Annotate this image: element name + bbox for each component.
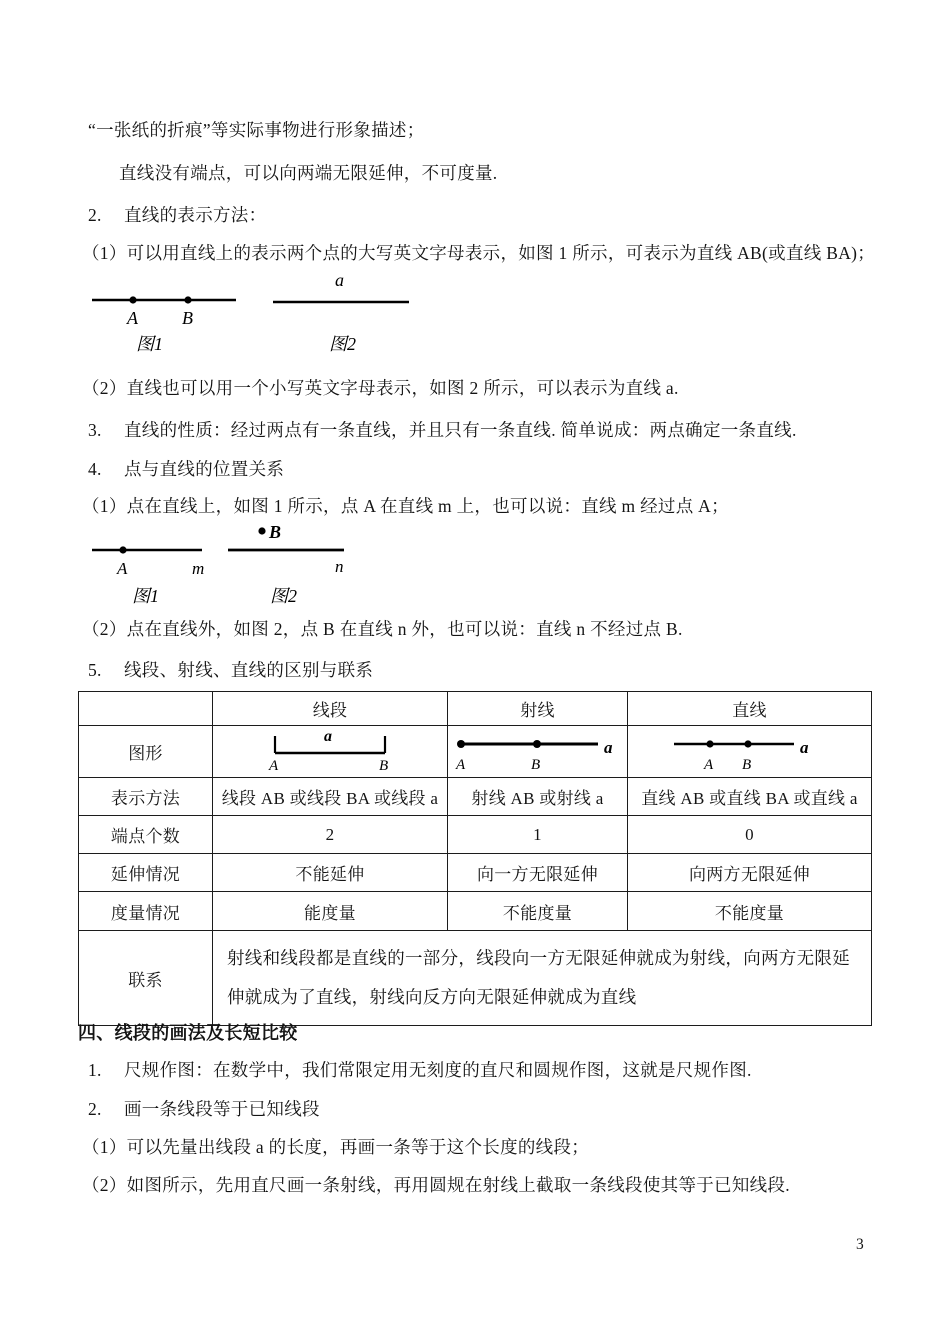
item-number: 2.: [88, 1099, 102, 1119]
shape-segment-cell: [213, 726, 448, 778]
comparison-table: [78, 691, 872, 1026]
header-empty-cell: [79, 692, 213, 726]
point-A-dot: [457, 740, 465, 748]
relation-text: 射线和线段都是直线的一部分，线段向一方无限延伸就成为射线，向两方无限延伸就成为了直线，射线向反方向无限延伸就成为直线: [213, 931, 872, 1026]
label-A: A: [455, 757, 465, 772]
section-heading-drawing-segments: 四、线段的画法及长短比较: [78, 1023, 298, 1043]
figure-point-off-line: [222, 518, 377, 613]
point-A-dot: [119, 546, 126, 553]
label-n: n: [335, 557, 344, 576]
figure-caption: 图2: [270, 586, 297, 606]
item-4-1: （1）点在直线上，如图 1 所示，点 A 在直线 m 上，也可以说：直线 m 经过点 A；: [82, 496, 729, 516]
label-a: a: [799, 738, 809, 757]
figure-caption: 图1: [132, 586, 159, 606]
extend-line: 向两方无限延伸: [628, 854, 872, 892]
item-text: 直线的性质：经过两点有一条直线，并且只有一条直线. 简单说成：两点确定一条直线.: [124, 420, 797, 440]
label-a: a: [603, 738, 613, 757]
shape-line-cell: [628, 726, 872, 778]
segment-figure: [248, 726, 413, 772]
label-a: a: [335, 270, 344, 290]
item-text: 尺规作图：在数学中，我们常限定用无刻度的直尺和圆规作图，这就是尺规作图.: [124, 1060, 752, 1080]
paragraph-line-no-endpoints: 直线没有端点，可以向两端无限延伸，不可度量.: [119, 163, 498, 183]
row-label-extend: 延伸情况: [79, 854, 213, 892]
point-A-dot: [129, 296, 136, 303]
endpoints-ray: 1: [448, 816, 628, 854]
extend-ray: 向一方无限延伸: [448, 854, 628, 892]
item-number: 5.: [88, 660, 102, 680]
point-B-dot: [744, 740, 751, 747]
label-B: B: [378, 758, 388, 772]
notation-line: 直线 AB 或直线 BA 或直线 a: [628, 778, 872, 816]
row-label-shape: 图形: [79, 726, 213, 778]
item-2-2: （2）直线也可以用一个小写英文字母表示，如图 2 所示，可以表示为直线 a.: [82, 378, 679, 398]
page-number: 3: [856, 1236, 864, 1253]
item-2-1: （1）可以用直线上的表示两个点的大写英文字母表示，如图 1 所示，可表示为直线 AB(或直线 BA)；: [82, 243, 876, 263]
item-text: 点与直线的位置关系: [124, 459, 285, 479]
table-row-shape: [79, 726, 872, 778]
label-B: B: [182, 308, 193, 328]
item-text: 画一条线段等于已知线段: [124, 1099, 320, 1119]
table-row-relation: [79, 931, 872, 1026]
figure-line-a: [265, 264, 435, 361]
ray-figure: [452, 726, 624, 772]
header-segment: 线段: [213, 692, 448, 726]
item-2-line-notation: [88, 203, 266, 227]
table-header-row: [79, 692, 872, 726]
label-A: A: [127, 308, 138, 328]
item-text: 直线的表示方法：: [124, 205, 267, 225]
row-label-relation: 联系: [79, 931, 213, 1026]
measure-ray: 不能度量: [448, 892, 628, 931]
notation-ray: 射线 AB 或射线 a: [448, 778, 628, 816]
item-2-draw-equal-segment: [88, 1097, 320, 1121]
label-B: B: [530, 757, 540, 772]
header-ray: 射线: [448, 692, 628, 726]
item-number: 3.: [88, 420, 102, 440]
table-row-measure: [79, 892, 872, 931]
figure-caption: 图2: [329, 334, 356, 354]
row-label-endpoints: 端点个数: [79, 816, 213, 854]
label-B: B: [741, 757, 751, 772]
table-row-notation: [79, 778, 872, 816]
extend-segment: 不能延伸: [213, 854, 448, 892]
item-2-2-ruler-compass: （2）如图所示，先用直尺画一条射线，再用圆规在射线上截取一条线段使其等于已知线段.: [82, 1175, 790, 1195]
item-number: 1.: [88, 1060, 102, 1080]
item-text: 线段、射线、直线的区别与联系: [124, 660, 374, 680]
item-1-compass-ruler: [88, 1058, 752, 1082]
endpoints-line: 0: [628, 816, 872, 854]
label-B: B: [269, 522, 282, 542]
line-figure: [664, 726, 836, 772]
item-number: 2.: [88, 205, 102, 225]
label-A: A: [703, 757, 713, 772]
label-A: A: [268, 758, 278, 772]
shape-ray-cell: [448, 726, 628, 778]
label-A: A: [117, 559, 128, 578]
paragraph-fold-crease: “一张纸的折痕”等实际事物进行形象描述；: [88, 120, 425, 140]
figure-line-AB: [86, 264, 256, 361]
item-5-comparison: [88, 658, 373, 682]
point-B-dot: [258, 527, 265, 534]
endpoints-segment: 2: [213, 816, 448, 854]
row-label-notation: 表示方法: [79, 778, 213, 816]
table-row-endpoints: [79, 816, 872, 854]
item-number: 4.: [88, 459, 102, 479]
figure-caption: 图1: [136, 334, 163, 354]
figure-point-on-line: [86, 532, 231, 613]
item-4-point-line-relation: [88, 457, 284, 481]
point-B-dot: [184, 296, 191, 303]
item-3-line-property: [88, 418, 797, 442]
item-4-2: （2）点在直线外，如图 2，点 B 在直线 n 外，也可以说：直线 n 不经过点 B.: [82, 619, 683, 639]
item-2-1-measure-length: （1）可以先量出线段 a 的长度，再画一条等于这个长度的线段；: [82, 1137, 590, 1157]
label-m: m: [192, 559, 205, 578]
point-B-dot: [533, 740, 541, 748]
header-line: 直线: [628, 692, 872, 726]
label-a: a: [323, 728, 332, 745]
measure-line: 不能度量: [628, 892, 872, 931]
point-A-dot: [706, 740, 713, 747]
notation-segment: 线段 AB 或线段 BA 或线段 a: [213, 778, 448, 816]
row-label-measure: 度量情况: [79, 892, 213, 931]
measure-segment: 能度量: [213, 892, 448, 931]
table-row-extend: [79, 854, 872, 892]
